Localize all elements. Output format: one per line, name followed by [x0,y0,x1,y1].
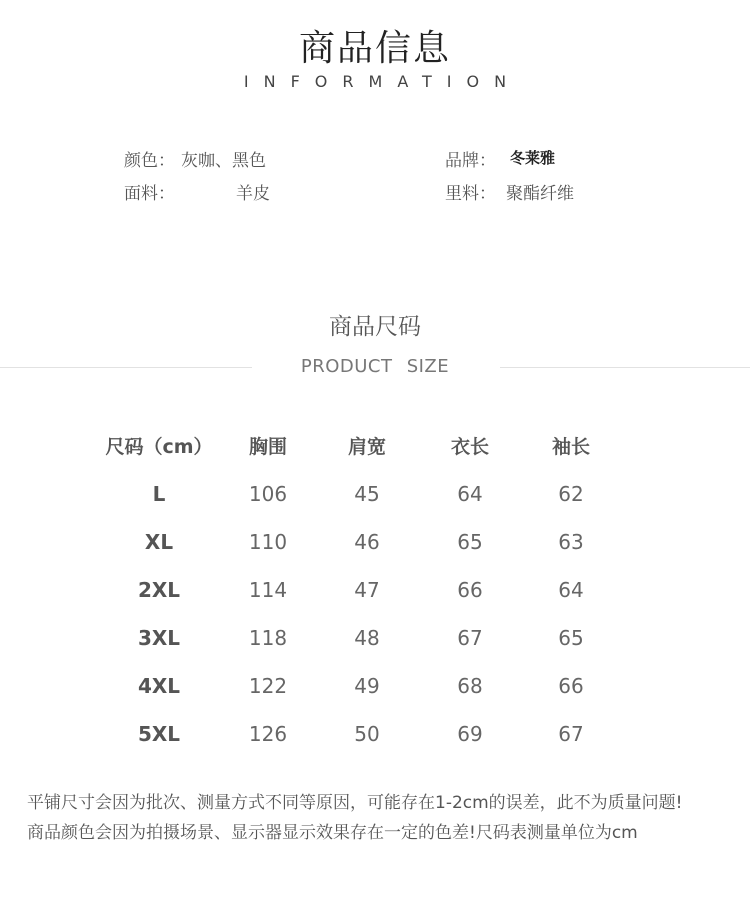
cell-shoulder: 45 [354,482,380,506]
cell-size: 4XL [137,674,181,698]
lining-label: 里料： [445,184,496,204]
cell-length: 67 [457,626,483,650]
cell-shoulder: 46 [354,530,380,554]
cell-sleeve: 63 [558,530,584,554]
cell-length: 68 [457,674,483,698]
fabric-value: 羊皮 [236,184,270,204]
cell-chest: 122 [248,674,288,698]
cell-length: 69 [457,722,483,746]
cell-length: 65 [457,530,483,554]
cell-sleeve: 67 [558,722,584,746]
cell-shoulder: 47 [354,578,380,602]
fabric-label: 面料： [124,184,175,204]
brand-value: 冬莱雅 [510,149,556,167]
cell-sleeve: 65 [558,626,584,650]
header-length: 衣长 [450,436,489,458]
cell-chest: 114 [248,578,288,602]
lining-value: 聚酯纤维 [506,184,574,204]
header-shoulder: 肩宽 [347,436,386,458]
color-label: 颜色： [124,151,175,171]
note-measurement: 平铺尺寸会因为批次、测量方式不同等原因，可能存在1-2cm的误差，此不为质量问题! [27,793,683,813]
cell-shoulder: 49 [354,674,380,698]
cell-sleeve: 66 [558,674,584,698]
cell-shoulder: 48 [354,626,380,650]
cell-sleeve: 64 [558,578,584,602]
cell-sleeve: 62 [558,482,584,506]
cell-size: XL [144,530,174,554]
cell-size: 3XL [137,626,181,650]
cell-length: 66 [457,578,483,602]
cell-size: 5XL [137,722,181,746]
info-title: 商品信息 [298,28,451,69]
header-chest: 胸围 [248,436,287,458]
cell-chest: 126 [248,722,288,746]
size-title: 商品尺码 [329,314,421,340]
cell-size: 2XL [137,578,181,602]
header-sleeve: 袖长 [551,436,590,458]
brand-label: 品牌： [445,151,496,171]
size-subtitle: PRODUCT SIZE [300,356,450,377]
cell-chest: 110 [248,530,288,554]
cell-shoulder: 50 [354,722,380,746]
cell-chest: 118 [248,626,288,650]
color-value: 灰咖、黑色 [181,151,266,171]
cell-chest: 106 [248,482,288,506]
note-color: 商品颜色会因为拍摄场景、显示器显示效果存在一定的色差!尺码表测量单位为cm [27,823,638,843]
info-subtitle: INFORMATION [243,72,522,91]
cell-size: L [152,482,166,506]
cell-length: 64 [457,482,483,506]
header-size: 尺码（cm） [105,436,213,458]
